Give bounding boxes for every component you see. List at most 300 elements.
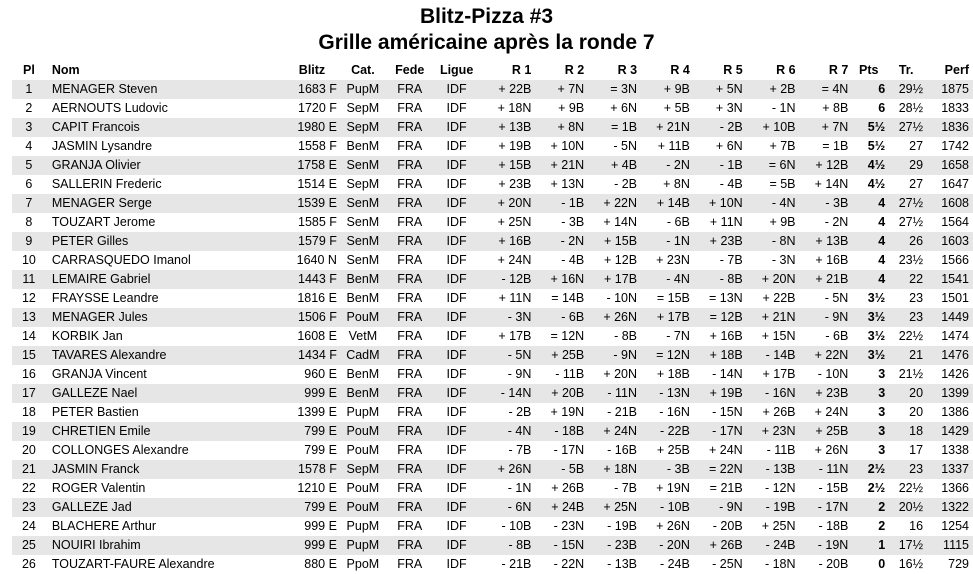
cell-points: 3½ — [867, 291, 886, 305]
cell-name: CARRASQUEDO Imanol — [51, 253, 191, 267]
cell-league: IDF — [446, 291, 467, 305]
cell-league: IDF — [446, 253, 467, 267]
cell-category: SenM — [346, 158, 380, 172]
cell-category: SepM — [346, 462, 380, 476]
cell-federation: FRA — [397, 538, 423, 552]
cell-round-5: - 25N — [712, 557, 743, 571]
cell-rank: 14 — [21, 329, 36, 343]
cell-points: 4 — [878, 253, 886, 267]
cell-rank: 7 — [25, 196, 33, 210]
cell-performance: 729 — [948, 557, 969, 571]
cell-tiebreak: 20 — [909, 405, 924, 419]
cell-tiebreak: 27 — [909, 139, 924, 153]
cell-round-7: + 24N — [814, 405, 849, 419]
cell-points: 5½ — [867, 120, 886, 134]
table-row — [12, 555, 973, 574]
cell-round-4: - 6B — [666, 215, 690, 229]
cell-league: IDF — [446, 386, 467, 400]
cell-round-4: - 3B — [666, 462, 690, 476]
cell-blitz-rating: 1399 E — [297, 405, 337, 419]
cell-category: PupM — [346, 405, 380, 419]
cell-rank: 19 — [21, 424, 36, 438]
page-title: Blitz-Pizza #3 — [419, 5, 554, 28]
cell-performance: 1658 — [941, 158, 969, 172]
cell-round-6: + 26B — [762, 405, 796, 419]
cell-blitz-rating: 999 E — [304, 519, 337, 533]
column-header-round-3: R 3 — [617, 63, 638, 77]
cell-round-6: - 14B — [765, 348, 796, 362]
cell-round-7: + 13B — [815, 234, 849, 248]
cell-blitz-rating: 880 E — [304, 557, 337, 571]
cell-rank: 9 — [25, 234, 33, 248]
cell-round-4: + 25B — [656, 443, 690, 457]
column-header-name: Nom — [51, 63, 80, 77]
cell-round-7: - 9N — [824, 310, 849, 324]
cell-round-4: - 20N — [659, 538, 690, 552]
cell-round-7: = 1B — [822, 139, 849, 153]
cell-round-5: + 19B — [709, 386, 743, 400]
cell-round-7: + 8B — [822, 101, 849, 115]
cell-round-2: - 4B — [561, 253, 585, 267]
cell-blitz-rating: 1608 E — [297, 329, 337, 343]
cell-round-6: + 25N — [761, 519, 796, 533]
column-header-round-7: R 7 — [828, 63, 849, 77]
cell-rank: 23 — [21, 500, 36, 514]
cell-round-1: + 26N — [497, 462, 532, 476]
cell-round-4: + 21N — [656, 120, 690, 134]
cell-round-6: + 10B — [762, 120, 796, 134]
cell-round-4: - 1N — [666, 234, 690, 248]
cell-round-1: + 24N — [497, 253, 532, 267]
cell-tiebreak: 22 — [909, 272, 924, 286]
cell-round-1: - 2B — [508, 405, 532, 419]
cell-rank: 8 — [25, 215, 33, 229]
cell-round-7: - 17N — [817, 500, 849, 514]
cell-round-1: - 6N — [507, 500, 532, 514]
cell-round-3: - 8B — [614, 329, 638, 343]
cell-points: 3½ — [867, 310, 886, 324]
cell-federation: FRA — [397, 443, 423, 457]
cell-round-2: - 2N — [560, 234, 585, 248]
column-header-league: Ligue — [439, 63, 474, 77]
cell-performance: 1564 — [941, 215, 969, 229]
column-header-rank: Pl — [23, 63, 35, 77]
cell-round-1: - 12B — [501, 272, 532, 286]
cell-name: FRAYSSE Leandre — [51, 291, 159, 305]
cell-round-5: = 22N — [708, 462, 743, 476]
cell-round-7: = 4N — [821, 82, 849, 96]
cell-name: PETER Bastien — [51, 405, 139, 419]
cell-blitz-rating: 1558 F — [298, 139, 337, 153]
cell-round-5: + 3N — [715, 101, 743, 115]
cell-federation: FRA — [397, 519, 423, 533]
cell-round-3: - 19B — [607, 519, 638, 533]
cell-round-1: + 19B — [498, 139, 532, 153]
cell-category: CadM — [346, 348, 380, 362]
cell-round-4: + 18B — [656, 367, 690, 381]
cell-tiebreak: 21½ — [898, 367, 924, 381]
cell-blitz-rating: 799 E — [304, 443, 337, 457]
cell-league: IDF — [446, 519, 467, 533]
cell-league: IDF — [446, 215, 467, 229]
table-row — [12, 308, 973, 327]
cell-performance: 1254 — [941, 519, 969, 533]
cell-round-7: + 16B — [815, 253, 849, 267]
cell-name: BLACHERE Arthur — [51, 519, 157, 533]
cell-round-2: + 13N — [550, 177, 585, 191]
cell-round-3: - 2B — [614, 177, 638, 191]
table-row — [12, 99, 973, 118]
cell-round-7: - 2N — [824, 215, 849, 229]
cell-round-1: + 23B — [498, 177, 532, 191]
cell-round-2: + 26B — [551, 481, 585, 495]
table-row — [12, 213, 973, 232]
cell-performance: 1603 — [941, 234, 969, 248]
cell-round-1: - 3N — [507, 310, 532, 324]
cell-federation: FRA — [397, 367, 423, 381]
cell-round-5: = 21B — [709, 481, 743, 495]
column-header-round-5: R 5 — [723, 63, 743, 77]
cell-round-6: + 23N — [761, 424, 796, 438]
cell-performance: 1115 — [943, 538, 969, 552]
cell-performance: 1501 — [941, 291, 969, 305]
cell-blitz-rating: 1683 F — [298, 82, 337, 96]
cell-name: JASMIN Lysandre — [51, 139, 153, 153]
cell-points: 4 — [878, 196, 886, 210]
cell-round-2: + 16N — [550, 272, 585, 286]
column-header-tiebreak: Tr. — [898, 63, 914, 77]
cell-rank: 13 — [21, 310, 36, 324]
cell-round-3: + 18N — [603, 462, 638, 476]
cell-federation: FRA — [397, 386, 423, 400]
cell-name: JASMIN Franck — [51, 462, 140, 476]
cell-federation: FRA — [397, 329, 423, 343]
cell-name: TAVARES Alexandre — [51, 348, 167, 362]
cell-round-5: + 6N — [715, 139, 743, 153]
cell-round-7: + 7N — [821, 120, 849, 134]
cell-blitz-rating: 1578 F — [298, 462, 337, 476]
cell-federation: FRA — [397, 405, 423, 419]
cell-round-4: - 13N — [659, 386, 690, 400]
cell-round-5: - 1B — [719, 158, 743, 172]
cell-blitz-rating: 999 E — [304, 538, 337, 552]
cell-round-7: - 18B — [818, 519, 849, 533]
column-header-category: Cat. — [351, 63, 375, 77]
column-header-round-4: R 4 — [670, 63, 690, 77]
cell-round-5: - 4B — [719, 177, 743, 191]
cell-round-5: + 11N — [709, 215, 743, 229]
cell-round-7: - 15B — [818, 481, 849, 495]
cell-round-2: - 6B — [561, 310, 585, 324]
cell-performance: 1449 — [941, 310, 969, 324]
cell-rank: 2 — [25, 101, 33, 115]
cell-round-6: = 6N — [768, 158, 796, 172]
cell-tiebreak: 17½ — [898, 538, 924, 552]
cell-category: SenM — [346, 215, 380, 229]
table-row — [12, 175, 973, 194]
cell-round-2: - 5B — [561, 462, 585, 476]
cell-points: 2 — [878, 519, 886, 533]
cell-points: 3 — [878, 405, 886, 419]
cell-performance: 1338 — [941, 443, 969, 457]
cell-rank: 24 — [21, 519, 36, 533]
cell-category: PouM — [346, 424, 380, 438]
cell-name: GALLEZE Jad — [51, 500, 132, 514]
cell-round-1: + 25N — [497, 215, 532, 229]
cell-round-6: - 1N — [771, 101, 796, 115]
cell-round-3: + 26N — [603, 310, 638, 324]
table-row — [12, 403, 973, 422]
cell-rank: 1 — [25, 82, 33, 96]
cell-league: IDF — [446, 82, 467, 96]
cell-rank: 26 — [21, 557, 36, 571]
cell-rank: 11 — [22, 272, 36, 286]
cell-name: GRANJA Olivier — [51, 158, 141, 172]
cell-league: IDF — [446, 500, 467, 514]
cell-round-2: + 9B — [558, 101, 585, 115]
cell-category: SepM — [346, 120, 380, 134]
cell-round-2: - 22N — [553, 557, 585, 571]
table-row — [12, 498, 973, 517]
cell-round-1: - 5N — [507, 348, 532, 362]
cell-tiebreak: 21 — [909, 348, 924, 362]
cell-name: MENAGER Serge — [51, 196, 152, 210]
cell-points: 0 — [878, 557, 886, 571]
cell-rank: 18 — [21, 405, 36, 419]
cell-round-7: + 25B — [815, 424, 849, 438]
cell-round-6: + 20N — [761, 272, 796, 286]
cell-round-1: - 4N — [507, 424, 532, 438]
cell-blitz-rating: 999 E — [304, 386, 337, 400]
cell-tiebreak: 22½ — [898, 329, 924, 343]
cell-federation: FRA — [397, 481, 423, 495]
cell-round-6: - 16N — [764, 386, 796, 400]
cell-performance: 1476 — [941, 348, 969, 362]
cell-round-1: - 9N — [507, 367, 532, 381]
cell-performance: 1322 — [941, 500, 969, 514]
cell-round-4: + 8N — [663, 177, 690, 191]
cell-category: PupM — [346, 519, 380, 533]
cell-round-2: + 20B — [551, 386, 585, 400]
cell-tiebreak: 16½ — [898, 557, 924, 571]
cell-round-3: - 13B — [607, 557, 638, 571]
cell-round-7: - 3B — [825, 196, 849, 210]
table-row — [12, 232, 973, 251]
table-row — [12, 365, 973, 384]
cell-points: 6 — [878, 101, 886, 115]
cell-round-7: - 19N — [817, 538, 849, 552]
cell-round-3: - 21B — [607, 405, 638, 419]
cell-round-1: + 18N — [497, 101, 532, 115]
cell-round-7: - 20B — [818, 557, 849, 571]
cell-points: 3½ — [867, 329, 886, 343]
cell-category: BenM — [346, 291, 380, 305]
column-header-round-1: R 1 — [511, 63, 532, 77]
cell-league: IDF — [446, 139, 467, 153]
cell-round-4: - 4N — [666, 272, 690, 286]
cell-round-6: - 13B — [765, 462, 796, 476]
cell-tiebreak: 20 — [909, 386, 924, 400]
cell-rank: 15 — [21, 348, 36, 362]
cell-league: IDF — [446, 234, 467, 248]
cell-round-4: = 12N — [656, 348, 690, 362]
cell-round-1: + 22B — [498, 82, 532, 96]
cell-tiebreak: 27½ — [898, 215, 924, 229]
cell-federation: FRA — [397, 348, 423, 362]
table-row — [12, 270, 973, 289]
cell-round-2: - 1B — [561, 196, 585, 210]
cell-round-7: + 26N — [814, 443, 849, 457]
table-row — [12, 517, 973, 536]
cell-round-6: + 7B — [769, 139, 796, 153]
cell-round-5: + 5N — [715, 82, 743, 96]
cell-performance: 1608 — [941, 196, 969, 210]
cell-round-4: + 26N — [656, 519, 690, 533]
cell-round-1: - 10B — [501, 519, 532, 533]
cell-performance: 1429 — [941, 424, 969, 438]
cell-points: 4½ — [867, 177, 886, 191]
cell-round-4: + 5B — [663, 101, 690, 115]
cell-round-2: - 18B — [554, 424, 585, 438]
cell-round-5: - 7B — [719, 253, 743, 267]
table-row — [12, 327, 973, 346]
column-header-round-6: R 6 — [776, 63, 796, 77]
column-header-blitz-rating: Blitz — [298, 63, 326, 77]
cell-league: IDF — [446, 272, 467, 286]
cell-league: IDF — [446, 101, 467, 115]
cell-round-6: + 9B — [769, 215, 796, 229]
cell-round-2: - 15N — [553, 538, 585, 552]
standings-table — [12, 61, 973, 574]
cell-round-7: - 11N — [818, 462, 849, 476]
cell-tiebreak: 23 — [909, 291, 924, 305]
cell-category: VetM — [348, 329, 378, 343]
cell-round-2: + 21N — [550, 158, 585, 172]
cell-tiebreak: 29½ — [898, 82, 924, 96]
cell-category: PouM — [346, 500, 380, 514]
cell-category: PupM — [346, 538, 380, 552]
cell-round-7: - 6B — [825, 329, 849, 343]
table-row — [12, 251, 973, 270]
cell-round-5: + 10N — [708, 196, 743, 210]
cell-name: TOUZART Jerome — [51, 215, 156, 229]
cell-round-1: + 11N — [498, 291, 532, 305]
cell-round-4: - 22B — [659, 424, 690, 438]
cell-performance: 1366 — [941, 481, 969, 495]
cell-category: PupM — [346, 82, 380, 96]
cell-name: MENAGER Jules — [51, 310, 148, 324]
cell-round-5: + 23B — [709, 234, 743, 248]
cell-tiebreak: 16 — [909, 519, 924, 533]
cell-federation: FRA — [397, 177, 423, 191]
cell-performance: 1742 — [941, 139, 969, 153]
table-row — [12, 80, 973, 99]
cell-round-6: + 2B — [769, 82, 796, 96]
cell-round-2: = 14B — [551, 291, 585, 305]
cell-round-1: - 1N — [507, 481, 532, 495]
cell-round-4: - 16N — [659, 405, 690, 419]
cell-round-1: + 20N — [497, 196, 532, 210]
cell-blitz-rating: 1585 F — [298, 215, 337, 229]
cell-league: IDF — [446, 329, 467, 343]
cell-round-4: + 9B — [663, 82, 690, 96]
cell-league: IDF — [446, 310, 467, 324]
cell-round-4: + 14B — [656, 196, 690, 210]
cell-round-4: - 10B — [659, 500, 690, 514]
cell-round-5: - 9N — [719, 500, 743, 514]
cell-round-1: + 15B — [498, 158, 532, 172]
cell-round-2: + 25B — [551, 348, 585, 362]
page-subtitle: Grille américaine après la ronde 7 — [318, 31, 655, 54]
cell-performance: 1541 — [941, 272, 969, 286]
cell-blitz-rating: 1816 E — [297, 291, 337, 305]
cell-name: ROGER Valentin — [51, 481, 146, 495]
cell-rank: 5 — [25, 158, 33, 172]
cell-round-5: = 12B — [709, 310, 743, 324]
cell-round-6: - 24B — [765, 538, 796, 552]
cell-tiebreak: 29 — [909, 158, 924, 172]
cell-category: BenM — [346, 272, 380, 286]
cell-name: SALLERIN Frederic — [51, 177, 162, 191]
cell-tiebreak: 27½ — [898, 196, 924, 210]
cell-federation: FRA — [397, 557, 423, 571]
cell-tiebreak: 27½ — [898, 120, 924, 134]
cell-performance: 1474 — [941, 329, 969, 343]
cell-league: IDF — [446, 158, 467, 172]
cell-rank: 4 — [25, 139, 33, 153]
cell-round-6: - 18N — [764, 557, 796, 571]
table-header-row — [12, 61, 973, 80]
cell-round-5: + 16B — [709, 329, 743, 343]
cell-round-3: + 12B — [604, 253, 638, 267]
cell-federation: FRA — [397, 424, 423, 438]
cell-federation: FRA — [397, 500, 423, 514]
cell-round-6: + 21N — [761, 310, 796, 324]
cell-round-1: - 7B — [508, 443, 532, 457]
cell-league: IDF — [446, 405, 467, 419]
cell-round-1: - 8B — [508, 538, 532, 552]
cell-name: TOUZART-FAURE Alexandre — [51, 557, 215, 571]
cell-name: MENAGER Steven — [51, 82, 158, 96]
table-row — [12, 346, 973, 365]
cell-blitz-rating: 1434 F — [298, 348, 337, 362]
cell-federation: FRA — [397, 120, 423, 134]
cell-federation: FRA — [397, 272, 423, 286]
cell-round-4: - 2N — [666, 158, 690, 172]
table-row — [12, 289, 973, 308]
cell-round-6: - 4N — [771, 196, 796, 210]
cell-category: BenM — [346, 139, 380, 153]
cell-name: PETER Gilles — [51, 234, 129, 248]
cell-name: CHRETIEN Emile — [51, 424, 151, 438]
cell-round-3: - 11N — [607, 386, 638, 400]
table-row — [12, 460, 973, 479]
cell-performance: 1337 — [941, 462, 969, 476]
cell-performance: 1426 — [941, 367, 969, 381]
cell-points: 2½ — [867, 462, 886, 476]
cell-tiebreak: 17 — [909, 443, 924, 457]
cell-round-7: + 22N — [814, 348, 849, 362]
cell-round-3: - 23B — [607, 538, 638, 552]
cell-round-7: + 21B — [815, 272, 849, 286]
cell-federation: FRA — [397, 139, 423, 153]
table-row — [12, 441, 973, 460]
column-header-performance: Perf — [944, 63, 969, 77]
cell-rank: 21 — [21, 462, 36, 476]
cell-rank: 6 — [25, 177, 33, 191]
cell-points: 4½ — [867, 158, 886, 172]
cell-round-2: + 7N — [557, 82, 585, 96]
